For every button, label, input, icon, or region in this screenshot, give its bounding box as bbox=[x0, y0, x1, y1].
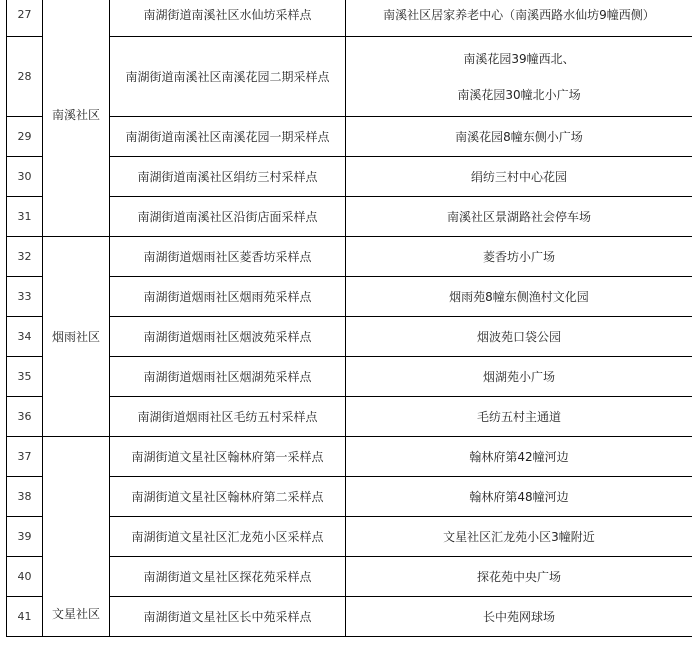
sampling-points-table bbox=[6, 0, 693, 637]
sampling-location: 烟雨苑8幢东侧渔村文化园 bbox=[346, 277, 693, 317]
table-row bbox=[7, 117, 693, 157]
sampling-point-name: 南湖街道文星社区汇龙苑小区采样点 bbox=[110, 517, 346, 557]
sampling-location: 菱香坊小广场 bbox=[346, 237, 693, 277]
row-number: 39 bbox=[7, 517, 43, 557]
row-number: 33 bbox=[7, 277, 43, 317]
sampling-location: 烟波苑口袋公园 bbox=[346, 317, 693, 357]
sampling-location-line-1: 南溪花园39幢西北、 bbox=[463, 51, 575, 66]
row-number: 38 bbox=[7, 477, 43, 517]
row-number: 28 bbox=[7, 37, 43, 117]
community-cell-yanyu: 烟雨社区 bbox=[43, 237, 110, 437]
table-row bbox=[7, 277, 693, 317]
row-number: 36 bbox=[7, 397, 43, 437]
table-row bbox=[7, 157, 693, 197]
table-row bbox=[7, 597, 693, 637]
community-cell-nanxi: 南溪社区 bbox=[43, 0, 110, 237]
sampling-point-name: 南湖街道烟雨社区烟波苑采样点 bbox=[110, 317, 346, 357]
sampling-point-name: 南湖街道烟雨社区菱香坊采样点 bbox=[110, 237, 346, 277]
table-row bbox=[7, 517, 693, 557]
sampling-location: 烟湖苑小广场 bbox=[346, 357, 693, 397]
sampling-point-name: 南湖街道文星社区长中苑采样点 bbox=[110, 597, 346, 637]
sampling-point-name: 南湖街道文星社区探花苑采样点 bbox=[110, 557, 346, 597]
table-row bbox=[7, 37, 693, 117]
sampling-point-name: 南湖街道南溪社区南溪花园二期采样点 bbox=[110, 37, 346, 117]
sampling-point-name: 南湖街道南溪社区水仙坊采样点 bbox=[110, 0, 346, 37]
sampling-location: 长中苑网球场 bbox=[346, 597, 693, 637]
row-number: 29 bbox=[7, 117, 43, 157]
table-row bbox=[7, 477, 693, 517]
table-row bbox=[7, 397, 693, 437]
sampling-point-name: 南湖街道南溪社区沿街店面采样点 bbox=[110, 197, 346, 237]
sampling-point-name: 南湖街道南溪社区南溪花园一期采样点 bbox=[110, 117, 346, 157]
row-number: 35 bbox=[7, 357, 43, 397]
sampling-point-name: 南湖街道文星社区翰林府第二采样点 bbox=[110, 477, 346, 517]
row-number: 30 bbox=[7, 157, 43, 197]
sampling-location: 南溪社区居家养老中心（南溪西路水仙坊9幢西侧） bbox=[346, 0, 693, 37]
sampling-point-name: 南湖街道烟雨社区毛纺五村采样点 bbox=[110, 397, 346, 437]
table-row bbox=[7, 237, 693, 277]
table-row bbox=[7, 437, 693, 477]
row-number: 32 bbox=[7, 237, 43, 277]
table-row bbox=[7, 0, 693, 37]
row-number: 40 bbox=[7, 557, 43, 597]
table-row bbox=[7, 557, 693, 597]
row-number: 34 bbox=[7, 317, 43, 357]
sampling-location: 南溪花园8幢东侧小广场 bbox=[346, 117, 693, 157]
sampling-point-name: 南湖街道南溪社区绢纺三村采样点 bbox=[110, 157, 346, 197]
sampling-location: 绢纺三村中心花园 bbox=[346, 157, 693, 197]
sampling-location bbox=[346, 37, 693, 117]
row-number: 41 bbox=[7, 597, 43, 637]
sampling-location: 南溪社区景湖路社会停车场 bbox=[346, 197, 693, 237]
table-row bbox=[7, 197, 693, 237]
table-row bbox=[7, 357, 693, 397]
sampling-location-line-2: 南溪花园30幢北小广场 bbox=[457, 87, 581, 102]
sampling-location: 毛纺五村主通道 bbox=[346, 397, 693, 437]
row-number: 27 bbox=[7, 0, 43, 37]
community-cell-wenxing: 文星社区 bbox=[43, 437, 110, 637]
sheet-right-edge bbox=[692, 0, 696, 649]
row-number: 37 bbox=[7, 437, 43, 477]
sampling-location: 翰林府第42幢河边 bbox=[346, 437, 693, 477]
row-number: 31 bbox=[7, 197, 43, 237]
sampling-point-name: 南湖街道烟雨社区烟湖苑采样点 bbox=[110, 357, 346, 397]
sampling-location: 探花苑中央广场 bbox=[346, 557, 693, 597]
sampling-location: 文星社区汇龙苑小区3幢附近 bbox=[346, 517, 693, 557]
sampling-point-name: 南湖街道烟雨社区烟雨苑采样点 bbox=[110, 277, 346, 317]
sampling-point-name: 南湖街道文星社区翰林府第一采样点 bbox=[110, 437, 346, 477]
table-row bbox=[7, 317, 693, 357]
sampling-location: 翰林府第48幢河边 bbox=[346, 477, 693, 517]
